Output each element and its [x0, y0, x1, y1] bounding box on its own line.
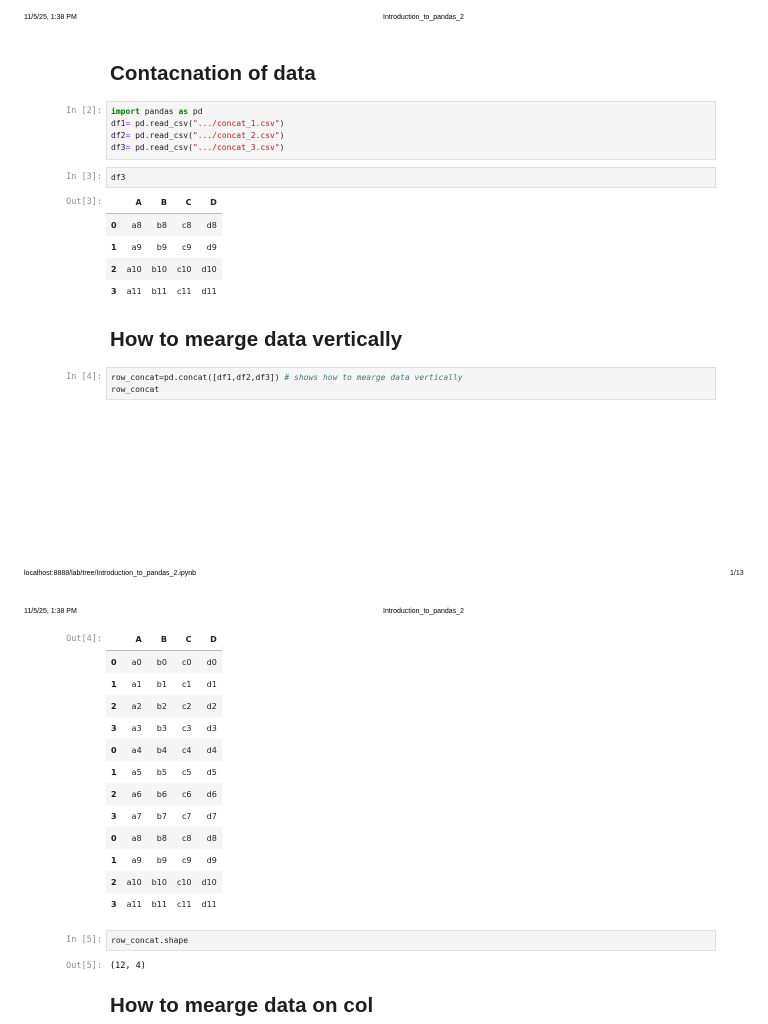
table-cell: c3: [182, 723, 192, 733]
table-cell: a6: [131, 789, 142, 799]
table-cell: a0: [131, 657, 142, 667]
table-cell: c10: [176, 877, 192, 887]
row-index: 3: [111, 899, 117, 909]
row-index: 0: [111, 745, 117, 755]
print-footer-url: localhost:8888/lab/tree/Introduction_to_pandas_2.ipynb: [24, 570, 197, 577]
table-cell: d6: [206, 789, 217, 799]
print-header-datetime: 11/5/25, 1:38 PM: [24, 14, 77, 21]
table-cell: c7: [182, 811, 192, 821]
print-header-title: Introduction_to_pandas_2: [383, 14, 464, 21]
table-row: [106, 214, 222, 237]
table-cell: d11: [201, 899, 217, 909]
table-cell: a9: [131, 242, 142, 252]
shape-output: (12, 4): [110, 961, 146, 971]
row-index: 1: [111, 855, 117, 865]
table-row: [106, 695, 222, 717]
row-index: 0: [111, 220, 117, 230]
table-cell: d1: [206, 679, 217, 689]
table-header-row: [106, 192, 222, 214]
table-cell: c11: [176, 286, 192, 296]
table-cell: d9: [206, 242, 217, 252]
table-row: [106, 871, 222, 893]
table-cell: a2: [131, 701, 142, 711]
table-cell: d5: [206, 767, 217, 777]
table-cell: a7: [131, 811, 142, 821]
table-cell: a1: [131, 679, 142, 689]
table-row: [106, 761, 222, 783]
table-cell: c6: [182, 789, 192, 799]
table-cell: d4: [206, 745, 217, 755]
input-prompt: In [3]:: [66, 172, 102, 182]
table-row: [106, 827, 222, 849]
table-cell: c9: [182, 855, 192, 865]
code-line: row_concat=pd.concat([df1,df2,df3]) # shows how to mearge data vertically: [111, 373, 463, 382]
row-index: 2: [111, 264, 117, 274]
table-cell: b6: [156, 789, 167, 799]
row-index: 3: [111, 811, 117, 821]
input-prompt: In [4]:: [66, 372, 102, 382]
table-cell: b1: [156, 679, 167, 689]
table-cell: d8: [206, 833, 217, 843]
table-cell: b11: [151, 286, 167, 296]
column-header: D: [197, 629, 222, 651]
row-index: 2: [111, 789, 117, 799]
code-line: df2= pd.read_csv(".../concat_2.csv"): [111, 131, 285, 140]
table-row: [106, 673, 222, 695]
column-header: B: [147, 629, 172, 651]
table-cell: b8: [156, 833, 167, 843]
column-header: C: [172, 629, 197, 651]
print-header-datetime: 11/5/25, 1:38 PM: [24, 608, 77, 615]
column-header: C: [172, 192, 197, 214]
column-header: [106, 192, 122, 214]
heading-concatenation: Contacnation of data: [110, 62, 316, 85]
table-cell: a4: [131, 745, 142, 755]
row-index: 2: [111, 877, 117, 887]
table-row: [106, 783, 222, 805]
code-line: row_concat.shape: [111, 936, 189, 945]
table-cell: c2: [182, 701, 192, 711]
code-line: row_concat: [111, 385, 160, 394]
table-cell: c9: [182, 242, 192, 252]
print-footer-page-number: 1/13: [730, 570, 744, 577]
table-row: [106, 893, 222, 915]
output-prompt: Out[3]:: [66, 197, 102, 207]
table-cell: c8: [182, 833, 192, 843]
code-line: import pandas as pd: [111, 107, 203, 116]
table-cell: d8: [206, 220, 217, 230]
column-header: A: [122, 192, 147, 214]
table-cell: d7: [206, 811, 217, 821]
table-cell: b8: [156, 220, 167, 230]
code-cell-concat[interactable]: [106, 367, 716, 400]
row-index: 0: [111, 833, 117, 843]
column-header: A: [122, 629, 147, 651]
heading-merge-vertically: How to mearge data vertically: [110, 328, 403, 351]
table-row: [106, 280, 222, 302]
table-cell: a8: [131, 833, 142, 843]
table-cell: c10: [176, 264, 192, 274]
table-cell: a10: [126, 877, 142, 887]
table-cell: b4: [156, 745, 167, 755]
table-cell: d10: [201, 264, 217, 274]
table-cell: d2: [206, 701, 217, 711]
table-cell: b5: [156, 767, 167, 777]
table-row: [106, 805, 222, 827]
table-cell: a9: [131, 855, 142, 865]
table-cell: d0: [206, 657, 217, 667]
code-line: df3: [111, 173, 126, 182]
input-prompt: In [5]:: [66, 935, 102, 945]
row-index: 3: [111, 723, 117, 733]
dataframe-row-concat: [106, 629, 222, 915]
input-prompt: In [2]:: [66, 106, 102, 116]
print-header-title: Introduction_to_pandas_2: [383, 608, 464, 615]
table-cell: b3: [156, 723, 167, 733]
table-cell: d9: [206, 855, 217, 865]
table-cell: c1: [182, 679, 192, 689]
table-cell: b9: [156, 855, 167, 865]
row-index: 1: [111, 242, 117, 252]
table-cell: b10: [151, 877, 167, 887]
heading-merge-on-col: How to mearge data on col: [110, 994, 374, 1017]
table-cell: c5: [182, 767, 192, 777]
table-cell: b10: [151, 264, 167, 274]
table-cell: a11: [126, 286, 142, 296]
dataframe-df3: [106, 192, 222, 302]
row-index: 1: [111, 679, 117, 689]
row-index: 2: [111, 701, 117, 711]
row-index: 3: [111, 286, 117, 296]
table-cell: a10: [126, 264, 142, 274]
column-header: [106, 629, 122, 651]
table-cell: c4: [182, 745, 192, 755]
table-cell: b7: [156, 811, 167, 821]
code-line: df3= pd.read_csv(".../concat_3.csv"): [111, 143, 285, 152]
table-cell: d11: [201, 286, 217, 296]
table-cell: d10: [201, 877, 217, 887]
table-row: [106, 258, 222, 280]
code-cell-shape[interactable]: [106, 930, 716, 951]
table-cell: a8: [131, 220, 142, 230]
table-cell: a3: [131, 723, 142, 733]
column-header: D: [197, 192, 222, 214]
output-prompt: Out[4]:: [66, 634, 102, 644]
row-index: 0: [111, 657, 117, 667]
table-cell: c8: [182, 220, 192, 230]
table-row: [106, 236, 222, 258]
table-cell: c0: [182, 657, 192, 667]
table-row: [106, 717, 222, 739]
table-cell: b0: [156, 657, 167, 667]
table-cell: a5: [131, 767, 142, 777]
code-line: df1= pd.read_csv(".../concat_1.csv"): [111, 119, 285, 128]
table-cell: a11: [126, 899, 142, 909]
table-row: [106, 739, 222, 761]
row-index: 1: [111, 767, 117, 777]
table-cell: c11: [176, 899, 192, 909]
column-header: B: [147, 192, 172, 214]
table-cell: b11: [151, 899, 167, 909]
output-prompt: Out[5]:: [66, 961, 102, 971]
table-cell: b9: [156, 242, 167, 252]
code-cell-df3[interactable]: [106, 167, 716, 188]
table-header-row: [106, 629, 222, 651]
table-row: [106, 849, 222, 871]
code-cell-import[interactable]: [106, 101, 716, 160]
table-row: [106, 651, 222, 674]
table-cell: d3: [206, 723, 217, 733]
table-cell: b2: [156, 701, 167, 711]
